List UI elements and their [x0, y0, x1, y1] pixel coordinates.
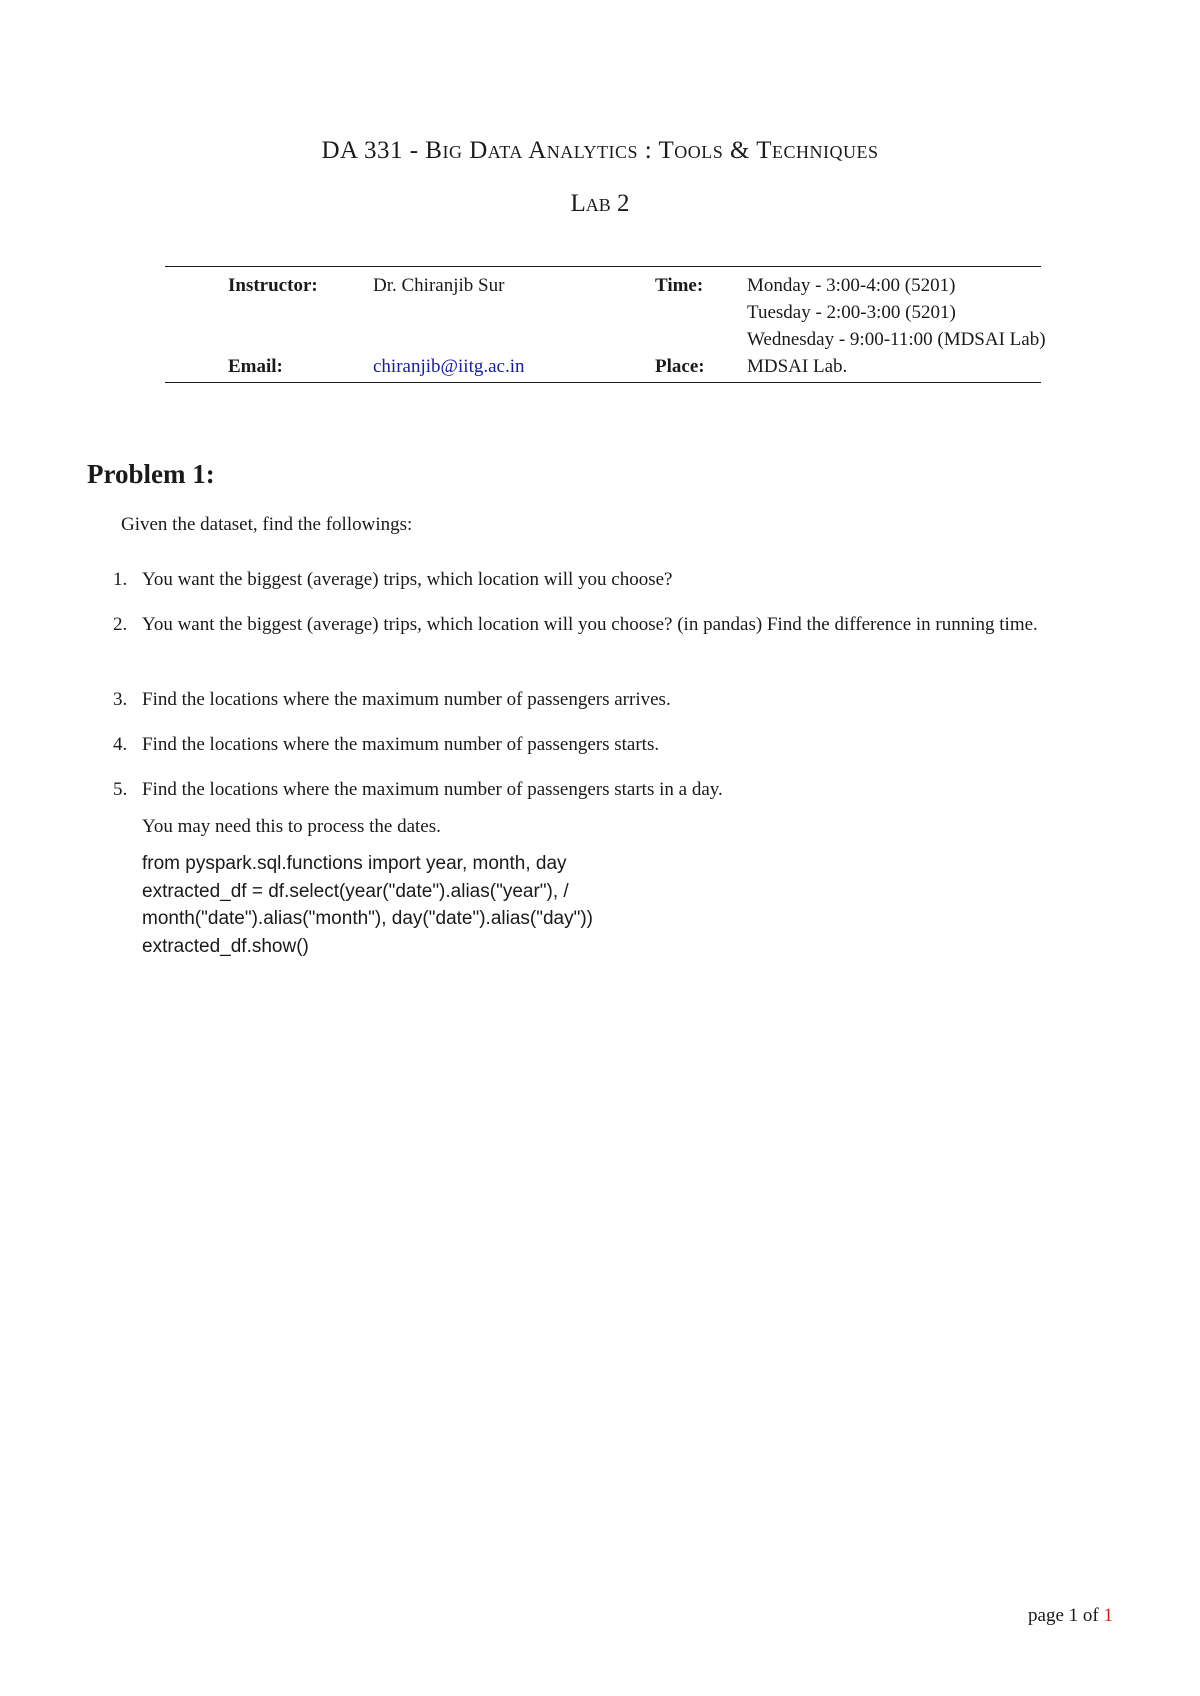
- list-item-number: 2.: [113, 614, 128, 635]
- info-table-top-rule: [165, 266, 1041, 267]
- info-table-bottom-rule: [165, 382, 1041, 383]
- code-snippet: [142, 850, 593, 960]
- problem-heading: Problem 1:: [87, 459, 215, 489]
- list-item-text: You want the biggest (average) trips, which location will you choose?: [142, 569, 673, 590]
- email-link[interactable]: chiranjib@iitg.ac.in: [373, 356, 525, 377]
- page-number: [1028, 1605, 1113, 1627]
- list-item: [113, 776, 1123, 804]
- time-line-monday: Monday - 3:00-4:00 (5201): [747, 275, 956, 296]
- list-item-number: 5.: [113, 779, 128, 800]
- list-item: [113, 731, 1123, 759]
- list-item-text: Find the locations where the maximum number of passengers starts.: [142, 734, 660, 755]
- code-line: from pyspark.sql.functions import year, month, day: [142, 853, 567, 874]
- list-item-number: 3.: [113, 689, 128, 710]
- list-item-text: Find the locations where the maximum number of passengers arrives.: [142, 689, 671, 710]
- date-processing-note: You may need this to process the dates.: [142, 816, 441, 837]
- page-number-prefix: page 1 of: [1028, 1605, 1099, 1626]
- problem-intro: Given the dataset, find the followings:: [121, 514, 413, 535]
- place-value: MDSAI Lab.: [747, 356, 848, 377]
- code-line: extracted_df = df.select(year("date").alias("year"), /: [142, 880, 569, 902]
- instructor-value: Dr. Chiranjib Sur: [373, 275, 505, 296]
- code-line: extracted_df.show(): [142, 935, 309, 957]
- place-label: Place:: [655, 356, 705, 377]
- lab-title: Lab 2: [570, 190, 630, 217]
- list-item: [113, 611, 1123, 639]
- list-item: [113, 686, 1123, 714]
- instructor-label: Instructor:: [228, 275, 318, 296]
- list-item-number: 1.: [113, 569, 128, 590]
- course-title: DA 331 - Big Data Analytics : Tools & Techniques: [321, 137, 879, 164]
- code-line: month("date").alias("month"), day("date").alias("day")): [142, 908, 594, 929]
- list-item-text: Find the locations where the maximum number of passengers starts in a day.: [142, 779, 723, 800]
- list-item-text: You want the biggest (average) trips, which location will you choose? (in pandas) Find the difference in running time.: [142, 614, 1038, 635]
- email-label: Email:: [228, 356, 283, 377]
- time-line-wednesday: Wednesday - 9:00-11:00 (MDSAI Lab): [747, 329, 1046, 350]
- page-total-link[interactable]: 1: [1103, 1605, 1113, 1626]
- time-line-tuesday: Tuesday - 2:00-3:00 (5201): [747, 302, 956, 323]
- list-item-number: 4.: [113, 734, 128, 755]
- time-label: Time:: [655, 275, 704, 296]
- list-item: [113, 566, 1123, 594]
